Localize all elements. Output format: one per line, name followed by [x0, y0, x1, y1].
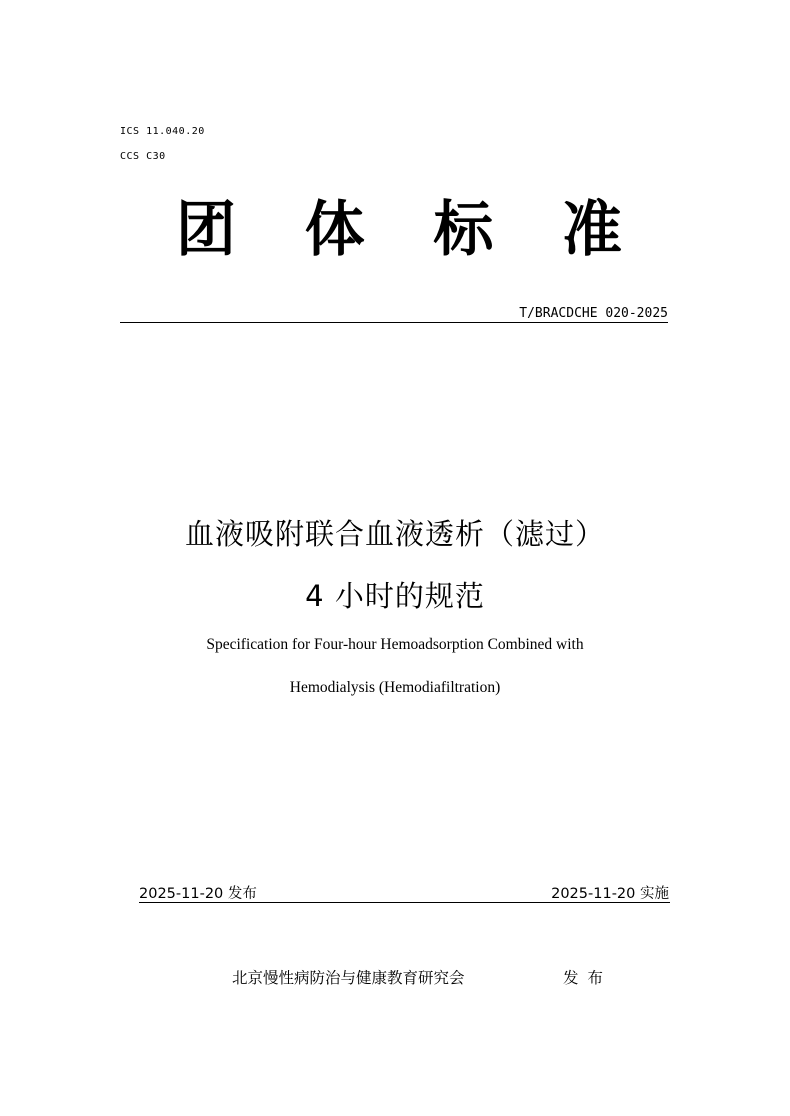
- heading-char-2: 体: [304, 195, 365, 265]
- date-divider: [139, 902, 670, 903]
- heading-char-3: 标: [433, 195, 494, 265]
- implementation-date: 2025-11-20 实施: [551, 886, 669, 902]
- publish-label: 发布: [563, 969, 613, 987]
- ccs-code: CCS C30: [120, 151, 166, 162]
- title-english-line-1: Specification for Four-hour Hemoadsorption Combined with: [206, 636, 584, 653]
- title-chinese-line-2: 4 小时的规范: [305, 579, 485, 613]
- title-chinese-line-1: 血液吸附联合血液透析（滤过）: [184, 517, 605, 551]
- header-divider: [120, 322, 668, 323]
- standard-number: T/BRACDCHE 020-2025: [519, 306, 668, 321]
- release-date: 2025-11-20 发布: [139, 886, 257, 902]
- heading-char-1: 团: [176, 195, 236, 265]
- heading-char-4: 准: [561, 195, 622, 265]
- document-type-heading: [120, 190, 670, 270]
- title-english-line-2: Hemodialysis (Hemodiafiltration): [289, 679, 501, 696]
- ics-code: ICS 11.040.20: [120, 126, 205, 137]
- publisher-name: 北京慢性病防治与健康教育研究会: [232, 969, 465, 987]
